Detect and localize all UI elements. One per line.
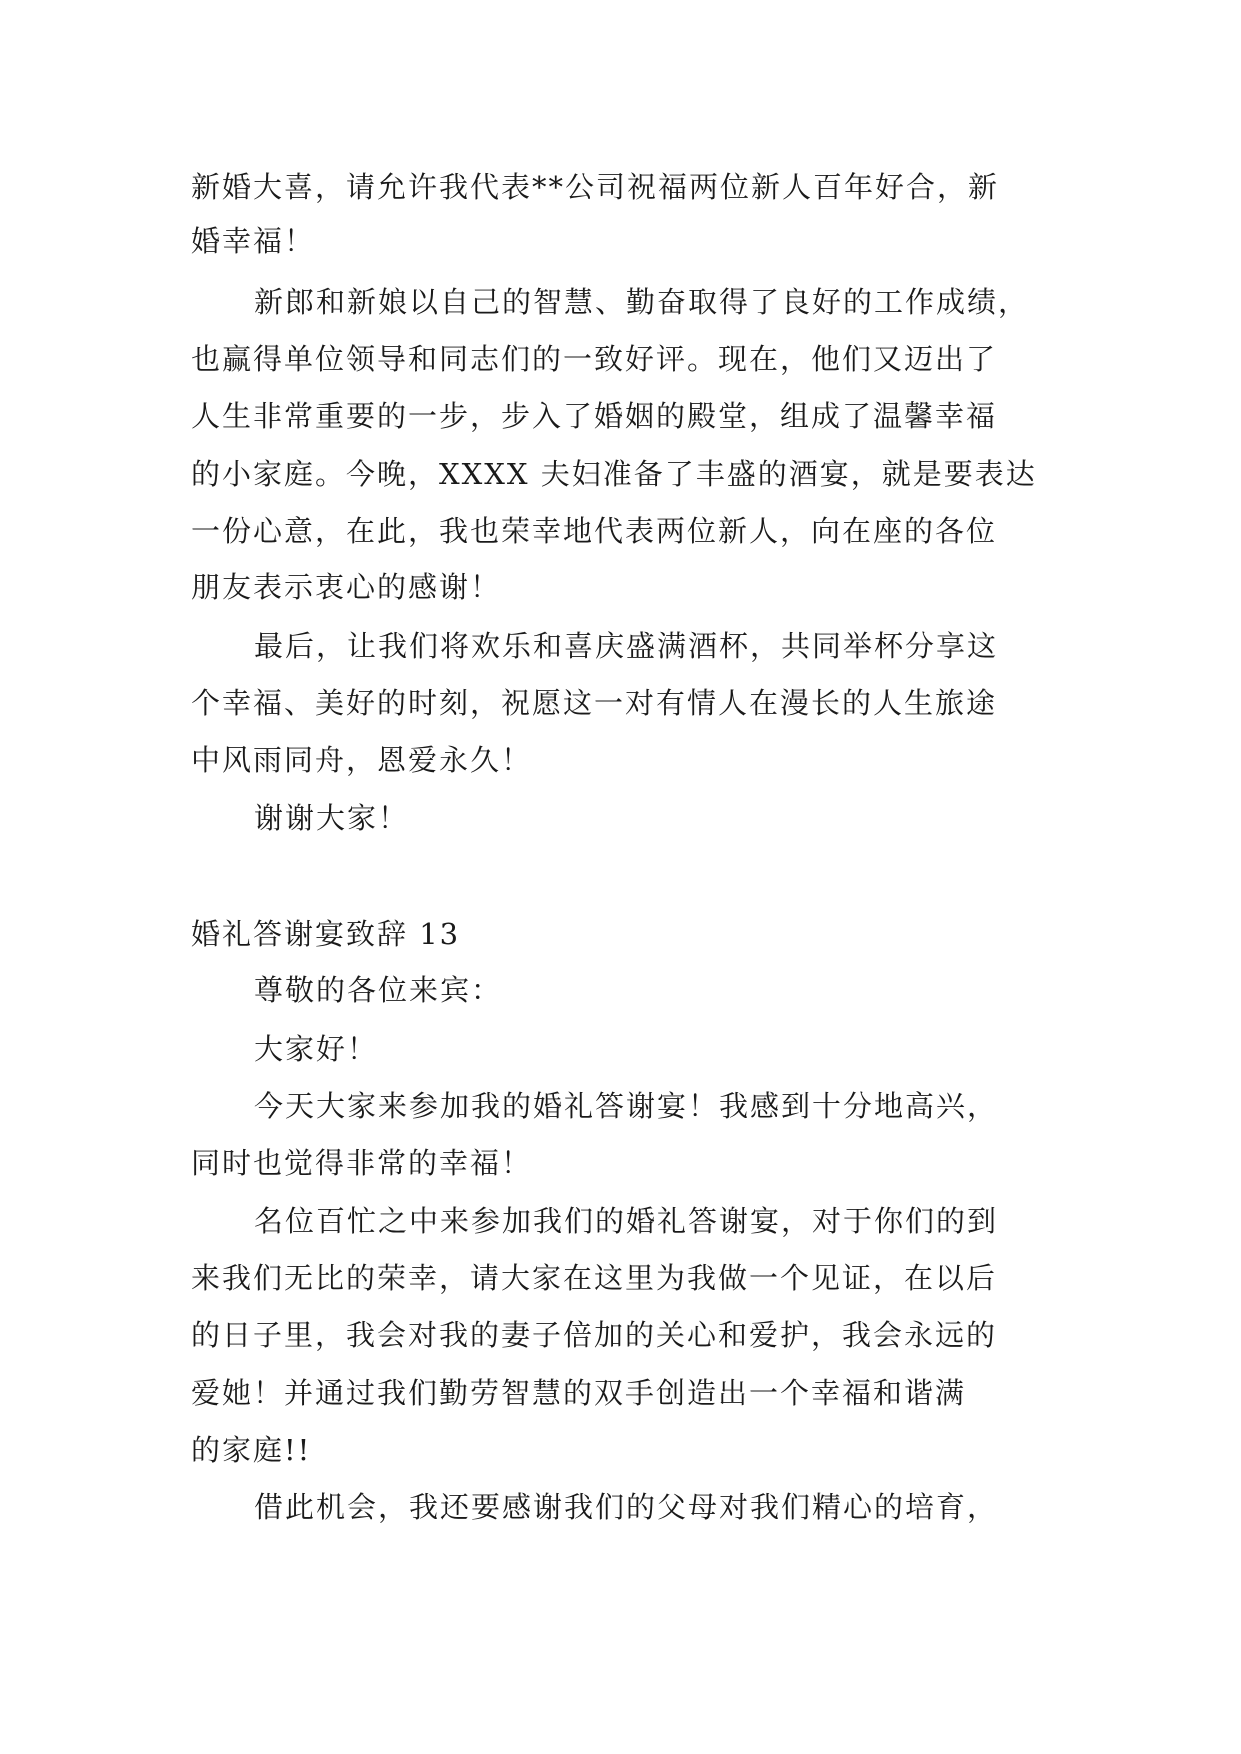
paragraph-line: 尊敬的各位来宾： bbox=[254, 973, 503, 1007]
paragraph-line: 来我们无比的荣幸，请大家在这里为我做一个见证，在以后 bbox=[191, 1261, 998, 1295]
paragraph-line: 借此机会，我还要感谢我们的父母对我们精心的培育， bbox=[254, 1490, 999, 1524]
paragraph-line: 人生非常重要的一步，步入了婚姻的殿堂，组成了温馨幸福 bbox=[191, 399, 998, 433]
paragraph-line: 婚幸福！ bbox=[191, 224, 316, 258]
paragraph-line: 同时也觉得非常的幸福！ bbox=[191, 1146, 533, 1180]
section-title: 婚礼答谢宴致辞 13 bbox=[191, 917, 461, 951]
paragraph-line: 朋友表示衷心的感谢！ bbox=[191, 570, 502, 604]
paragraph-line: 也赢得单位领导和同志们的一致好评。现在，他们又迈出了 bbox=[191, 342, 998, 376]
paragraph-line: 大家好！ bbox=[254, 1032, 379, 1066]
paragraph-line: 新婚大喜，请允许我代表**公司祝福两位新人百年好合，新 bbox=[191, 170, 1000, 204]
paragraph-line: 爱她！并通过我们勤劳智慧的双手创造出一个幸福和谐满 bbox=[191, 1376, 967, 1410]
paragraph-line: 一份心意，在此，我也荣幸地代表两位新人，向在座的各位 bbox=[191, 514, 998, 548]
paragraph-line: 的家庭!! bbox=[191, 1433, 312, 1467]
paragraph-line: 新郎和新娘以自己的智慧、勤奋取得了良好的工作成绩， bbox=[254, 285, 1030, 319]
paragraph-line: 今天大家来参加我的婚礼答谢宴！我感到十分地高兴， bbox=[254, 1089, 999, 1123]
paragraph-line: 中风雨同舟，恩爱永久！ bbox=[191, 743, 533, 777]
paragraph-line: 名位百忙之中来参加我们的婚礼答谢宴，对于你们的到 bbox=[254, 1204, 999, 1238]
paragraph-line: 最后，让我们将欢乐和喜庆盛满酒杯，共同举杯分享这 bbox=[254, 629, 999, 663]
paragraph-line: 的日子里，我会对我的妻子倍加的关心和爱护，我会永远的 bbox=[191, 1318, 998, 1352]
paragraph-line: 谢谢大家！ bbox=[254, 801, 410, 835]
paragraph-line: 的小家庭。今晚，XXXX 夫妇准备了丰盛的酒宴，就是要表达 bbox=[191, 457, 1037, 491]
paragraph-line: 个幸福、美好的时刻，祝愿这一对有情人在漫长的人生旅途 bbox=[191, 686, 998, 720]
